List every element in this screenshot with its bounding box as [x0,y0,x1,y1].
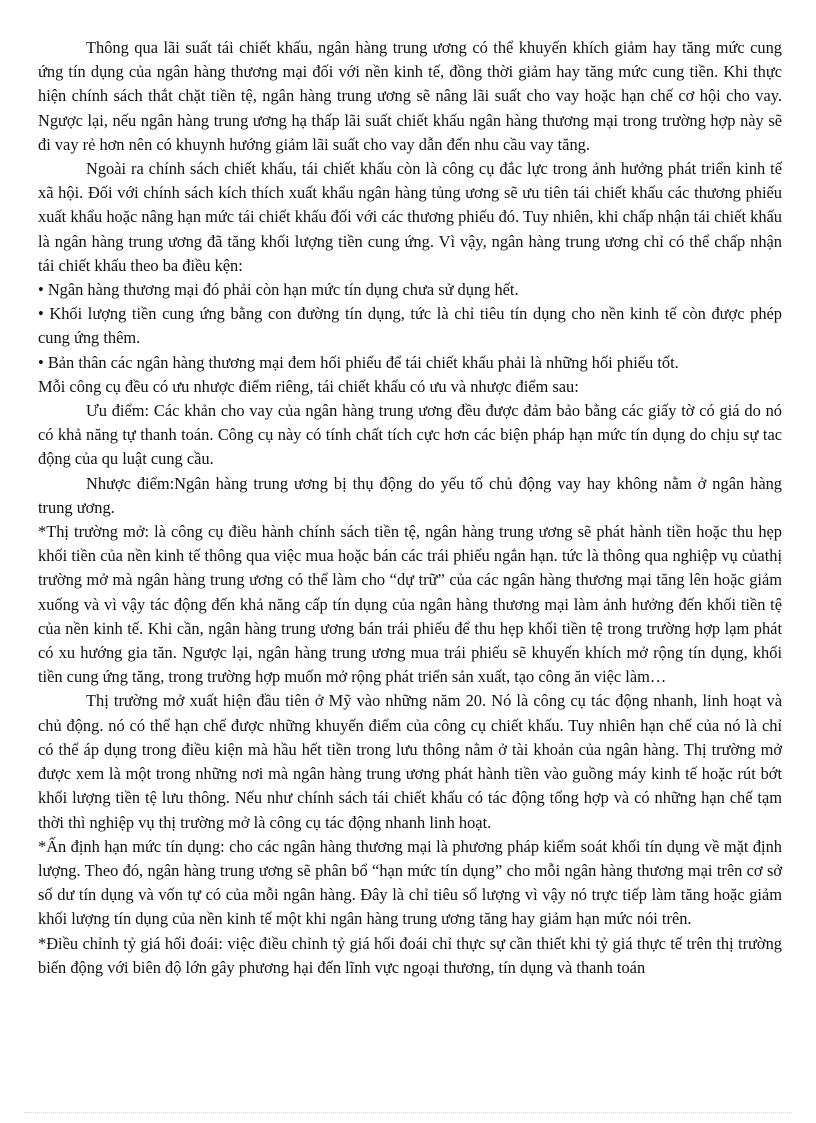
paragraph-credit-limit: *Ấn định hạn mức tín dụng: cho các ngân hàng thương mại là phương pháp kiểm soát khối tín dụng về mặt định lượng. Theo đó, ngân hàng trung ương sẽ phân bổ “hạn mức tín dụng” cho mỗi ngân hàng thương mại trên cơ sở số dư tín dụng và vốn tự có của mỗi ngân hàng. Đây là chỉ tiêu số lượng vì vậy nó trực tiếp làm tăng hoặc giảm khối lượng tín dụng của nền kinh tế một khi ngân hàng trung ương tăng hay giảm hạn mức nói trên. [38,836,782,929]
list-item-condition-3: • Bản thân các ngân hàng thương mại đem hối phiếu để tái chiết khấu phải là những hối phiếu tốt. [38,352,679,372]
document-body [38,36,782,980]
paragraph-advantages: Ưu điểm: Các khản cho vay của ngân hàng trung ương đều được đảm bảo bằng các giấy tờ có giá do nó có khả năng tự thanh toán. Công cụ này có tính chất tích cực hơn các biện pháp hạn mức tín dụng do chịu sự tac động của qu luật cung cầu. [38,401,782,469]
paragraph-discount-policy: Ngoài ra chính sách chiết khấu, tái chiết khấu còn là công cụ đắc lực trong ảnh hưởng phát triển kinh tế xã hội. Đối với chính sách kích thích xuất khẩu ngân hàng tủng ương sẽ ưu tiên tái chiết khấu các thương phiếu xuất khẩu hoặc nâng hạn mức tái chiết khấu đối với các thương phiếu đó. Tuy nhiên, khi chấp nhận tái chiết khấu là ngân hàng trung ương đã tăng khối lượng tiền cung ứng. Vì vậy, ngân hàng trung ương chỉ có thể chấp nhận tái chiết khấu theo ba điều kện: [38,159,782,275]
paragraph-open-market: *Thị trường mở: là công cụ điều hành chính sách tiền tệ, ngân hàng trung ương sẽ phát hành tiền hoặc thu hẹp khối tiền của nền kinh tế thông qua việc mua hoặc bán các trái phiếu ngắn hạn. tức là thông qua nghiệp vụ củathị trường mở mà ngân hàng trung ương có thể làm cho “dự trữ” của các ngân hàng thương mại tăng lên hoặc giảm xuống và vì vậy tác động đến khả năng cấp tín dụng của ngân hàng thương mại làm ảnh hưởng đến khối tiền tệ của nền kinh tế. Khi cần, ngân hàng trung ương bán trái phiếu để thu hẹp khối tiền tệ trong trường hợp lạm phát có xu hướng gia tăn. Ngược lại, ngân hàng trung ương mua trái phiếu sẽ khuyến khích mở rộng tín dụng, khối tiền cung ứng tăng, trong trường hợp muốn mở rộng phát triển sản xuất, tạo công ăn việc làm… [38,522,782,687]
paragraph-exchange-rate: *Điều chỉnh tỷ giá hối đoái: việc điều chỉnh tỷ giá hối đoái chỉ thực sự cần thiết khi tỷ giá thực tế trên thị trường biến động với biên độ lớn gây phương hại đến lĩnh vực ngoại thương, tín dụng và thanh toán [38,933,782,977]
page-bottom-divider [24,1112,792,1113]
list-item-condition-2: • Khối lượng tiền cung ứng bằng con đường tín dụng, tức là chỉ tiêu tín dụng cho nền kinh tế còn được phép cung ứng thêm. [38,304,782,348]
paragraph-disadvantages: Nhược điểm:Ngân hàng trung ương bị thụ động do yếu tố chủ động vay hay không nằm ở ngân hàng trung ương. [38,473,782,517]
paragraph-discount-rate: Thông qua lãi suất tái chiết khấu, ngân hàng trung ương có thể khuyến khích giảm hay tăng mức cung ứng tín dụng của ngân hàng thương mại đối với nền kinh tế, đồng thời giảm hay tăng mức cung tiền. Khi thực hiện chính sách thắt chặt tiền tệ, ngân hàng trung ương sẽ nâng lãi suất cho vay hoặc hạn chế cơ hội cho vay. Ngược lại, nếu ngân hàng trung ương hạ thấp lãi suất chiết khấu ngân hàng thương mại trong trường hợp này sẽ đi vay rẻ hơn nên có khuynh hướng giảm lãi suất cho vay dẫn đến nhu cầu vay tăng. [38,38,782,154]
paragraph-pros-cons-intro: Mỗi công cụ đều có ưu nhược điểm riêng, tái chiết khấu có ưu và nhược điểm sau: [38,376,579,396]
list-item-condition-1: • Ngân hàng thương mại đó phải còn hạn mức tín dụng chưa sử dụng hết. [38,280,519,300]
paragraph-open-market-history: Thị trường mở xuất hiện đầu tiên ở Mỹ vào những năm 20. Nó là công cụ tác động nhanh, linh hoạt và chủ động. nó có thể hạn chế được những khuyến điểm của công cụ chiết khấu. Tuy nhiên hạn chế của nó là chỉ có thể áp dụng trong điều kiện mà hầu hết tiền trong lưu thông nằm ở tài khoản của ngân hàng. Thị trường mở được xem là một trong những nơi mà ngân hàng trung ương phát hành tiền vào guồng máy kinh tế hoặc rút bớt khối lượng tiền tệ lưu thông. Nếu như chính sách tái chiết khấu có tác động tổng hợp và có những hạn chế tạm thời thì nghiệp vụ thị trường mở là công cụ tác động nhanh linh hoạt. [38,691,782,832]
